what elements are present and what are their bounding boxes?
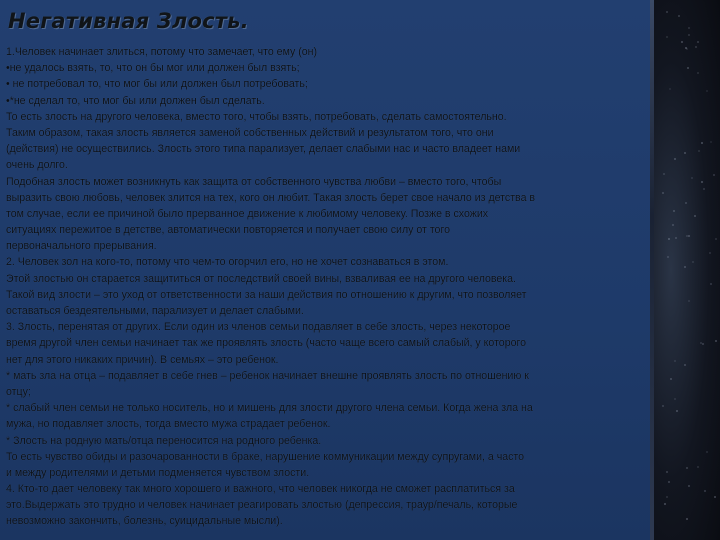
text-line: 4. Кто-то дает человеку так много хорошего и важного, что человек никогда не сможет расплатиться за: [6, 483, 515, 496]
text-line: том случае, если ее причиной было прерванное движение к любимому человеку. Позже в схожих: [6, 207, 489, 220]
decorative-dot: [670, 378, 672, 380]
text-line: Подобная злость может возникнуть как защита от собственного чувства любви – вместо того, чтобы: [6, 175, 502, 188]
decorative-dot: [674, 360, 676, 362]
text-line: нет для этого никаких причин). В семьях – это ребенок.: [6, 353, 279, 366]
decorative-dot: [702, 343, 704, 345]
decorative-dot: [703, 188, 705, 190]
decorative-dot: [687, 67, 689, 69]
decorative-dot: [706, 451, 708, 453]
decorative-dot: [706, 90, 708, 92]
decorative-dot: [674, 398, 676, 400]
text-line: 3. Злость, перенятая от других. Если один из членов семьи подавляет в себе злость, через некоторое: [6, 321, 511, 334]
decorative-dot: [686, 518, 688, 520]
decorative-dot: [698, 150, 700, 152]
text-line: (действия) не осуществились. Злость этого типа парализует, делает слабыми нас и часто владеет нами: [6, 143, 521, 156]
decorative-dot: [663, 173, 665, 175]
text-line: 1.Человек начинает злиться, потому что замечает, что ему (он): [6, 46, 318, 58]
text-line: это.Выдержать это трудно и человек начинает реагировать злостью (депрессия, траур/печаль, которые: [6, 499, 518, 512]
text-line: 2. Человек зол на кого-то, потому что чем-то огорчил его, но не хочет сознаваться в этом.: [6, 256, 449, 269]
slide-body: [6, 44, 648, 530]
decorative-dot: [695, 46, 697, 48]
decorative-dot: [681, 41, 683, 43]
decorative-dot: [673, 210, 675, 212]
text-line: • не потребовал то, что мог бы или должен был потребовать;: [6, 78, 308, 91]
text-line: и между родителями и детьми подменяется чувством злости.: [6, 466, 310, 479]
text-line: То есть чувство обиды и разочарованности в браке, нарушение коммуникации между супругами, а часто: [6, 450, 525, 463]
decorative-dot: [676, 410, 678, 412]
text-line: выразить свою любовь, человек злится на тех, кого он любит. Такая злость берет свое начало из детства в: [6, 191, 536, 204]
decorative-dot: [686, 235, 688, 237]
decorative-dot: [691, 177, 693, 179]
decorative-dot: [672, 224, 674, 226]
text-line: •*не сделал то, что мог бы или должен был сделать.: [6, 94, 265, 107]
decorative-dot: [666, 471, 668, 473]
decorative-dot: [666, 36, 668, 38]
text-line: Этой злостью он старается защититься от последствий своей вины, взваливая ее на другого человека.: [6, 272, 516, 285]
decorative-dot: [664, 503, 666, 505]
decorative-dot: [710, 283, 712, 285]
decorative-dot: [697, 466, 699, 468]
decorative-dot: [675, 237, 677, 239]
decorative-dot: [709, 252, 711, 254]
decorative-dot: [688, 485, 690, 487]
decorative-dot: [684, 152, 686, 154]
decorative-dot: [678, 15, 680, 17]
decorative-dot: [713, 174, 715, 176]
text-line: * Злость на родную мать/отца переносится на родного ребенка.: [6, 434, 322, 447]
decorative-dot: [710, 141, 712, 143]
text-line: Таким образом, такая злость является заменой собственных действий и результатом того, что они: [6, 126, 494, 139]
slide-title: Негативная Злость.: [8, 9, 249, 33]
decorative-dot: [697, 72, 699, 74]
decorative-dot: [715, 340, 717, 342]
text-line: •не удалось взять, то, что он бы мог или должен был взять;: [6, 62, 300, 75]
text-line: * слабый член семьи не только носитель, но и мишень для злости другого члена семьи. Когда жена зла на: [6, 402, 533, 415]
text-line: * мать зла на отца – подавляет в себе гнев – ребенок начинает внешне проявлять злость по отношению к: [6, 369, 529, 382]
decorative-dot: [688, 34, 690, 36]
decorative-dot: [662, 192, 664, 194]
text-line: невозможно закончить, болезнь, суицидальные мысли).: [6, 515, 283, 528]
decorative-dot: [686, 467, 688, 469]
text-line: мужа, но подавляет злость, тогда вместо мужа страдает ребенок.: [6, 418, 331, 431]
decorative-dot: [692, 261, 694, 263]
decorative-side-panel: [650, 0, 720, 540]
decorative-dot: [685, 202, 687, 204]
text-line: оставаться бездеятельными, парализует и делает слабыми.: [6, 305, 304, 317]
decorative-dot: [685, 47, 687, 49]
text-line: отцу;: [6, 385, 31, 398]
decorative-dot: [704, 490, 706, 492]
decorative-dot: [684, 364, 686, 366]
text-line: первоначального прерывания.: [6, 240, 157, 253]
decorative-dot: [688, 235, 690, 237]
decorative-dot: [688, 27, 690, 29]
text-line: ситуациях пережитое в детстве, автоматически повторяется и получает свою силу от того: [6, 224, 450, 237]
decorative-dot: [688, 300, 690, 302]
text-line: То есть злость на другого человека, вместо того, чтобы взять, потребовать, сделать самостоятельно.: [6, 110, 507, 123]
text-line: очень долго.: [6, 159, 68, 172]
decorative-dot: [674, 158, 676, 160]
decorative-dot: [714, 496, 716, 498]
decorative-dot: [662, 405, 664, 407]
decorative-dot: [668, 238, 670, 240]
text-line: время другой член семьи начинает так же проявлять злость (часто чаще всего самый слабый, у которого: [6, 337, 527, 350]
decorative-dot: [667, 256, 669, 258]
decorative-dot: [669, 88, 671, 90]
decorative-dot: [715, 238, 717, 240]
decorative-dot: [701, 181, 703, 183]
decorative-dot: [694, 215, 696, 217]
text-line: Такой вид злости – это уход от ответственности за наши действия по отношению к другим, что позволяет: [6, 288, 527, 301]
decorative-dot: [700, 342, 702, 344]
decorative-dot: [701, 142, 703, 144]
decorative-dot: [684, 266, 686, 268]
decorative-dot: [666, 11, 668, 13]
decorative-dot: [668, 481, 670, 483]
decorative-dot: [697, 41, 699, 43]
decorative-dot: [666, 496, 668, 498]
decorative-dots: [662, 0, 720, 540]
